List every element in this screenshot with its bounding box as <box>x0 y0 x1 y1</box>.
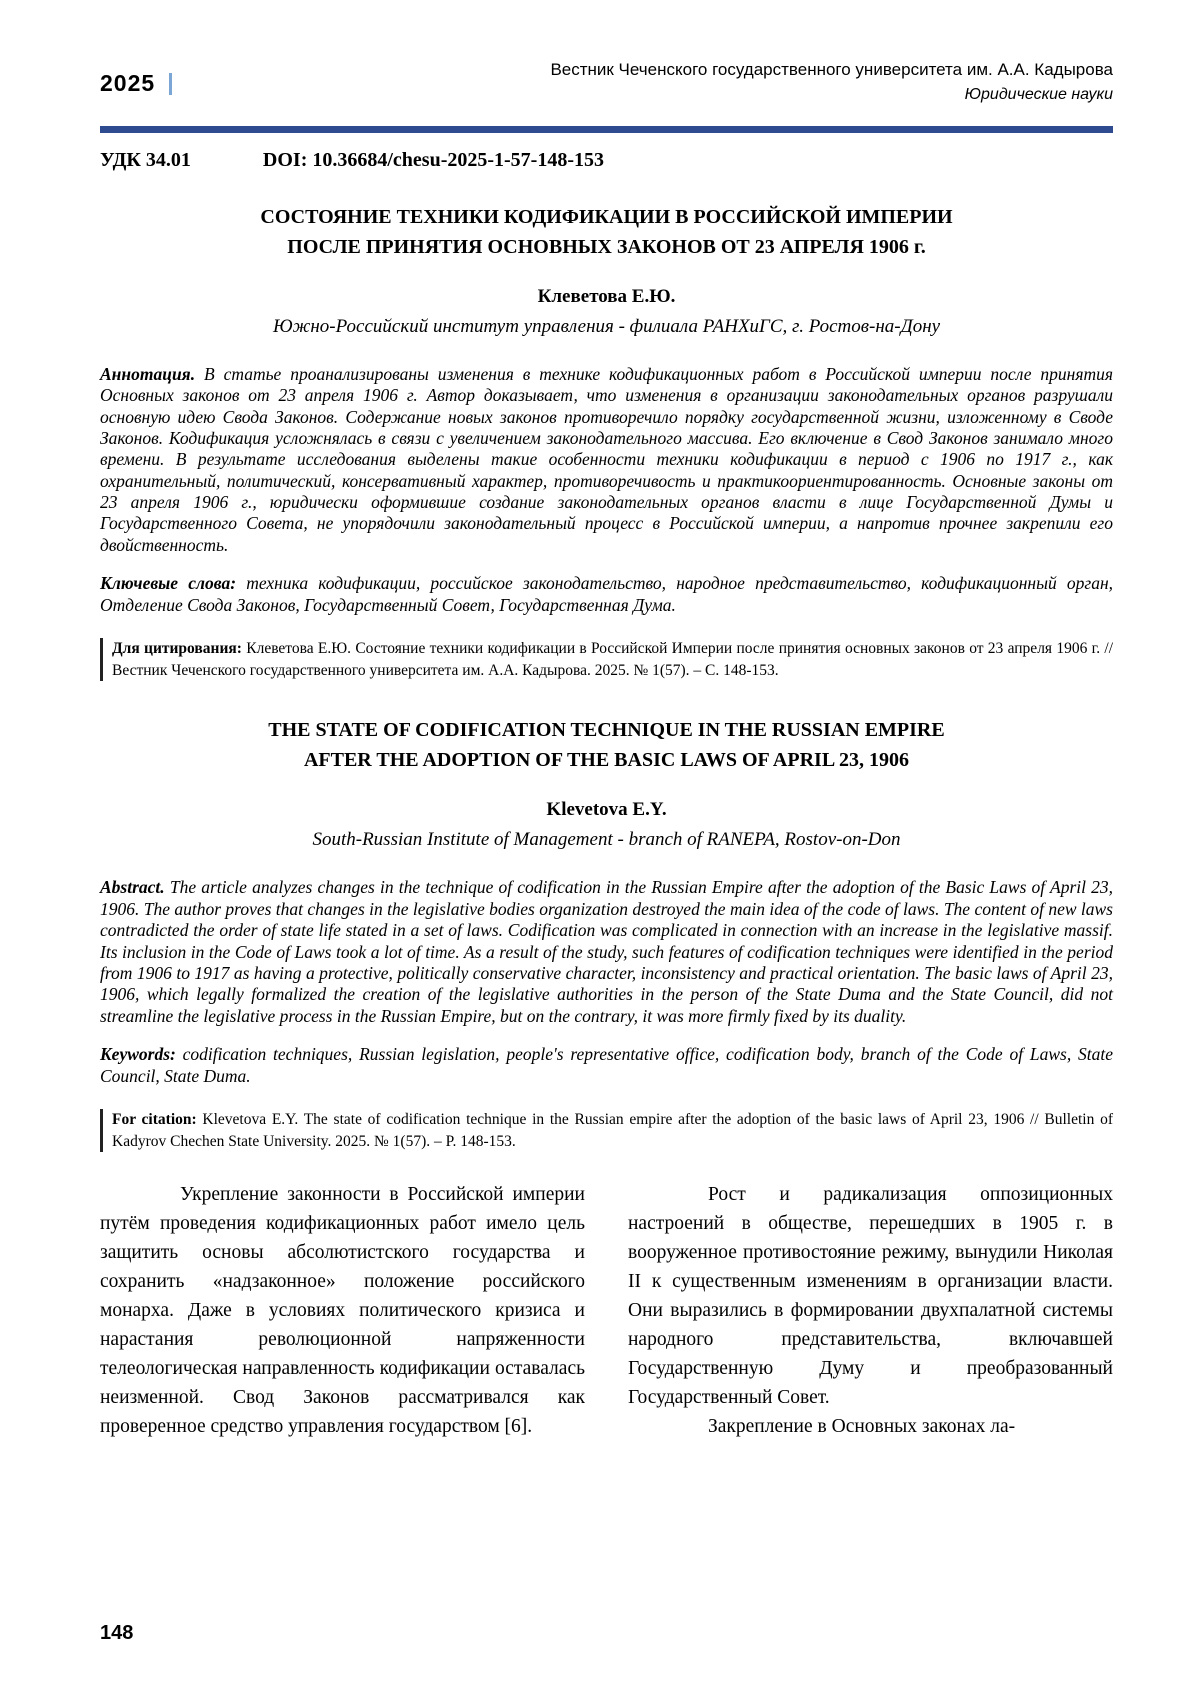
body-paragraph: Рост и радикализация оппозиционных настроений в обществе, перешедших в 1905 г. в вооруженное противостояние режиму, вынудили Николая II к существенным изменениям в организации власти. Они выразились в формировании двухпалатной системы народного представительства, включавшей Государственную Думу и преобразованный Государственный Совет. <box>628 1184 1113 1409</box>
abstract-ru-label: Аннотация. <box>100 363 196 384</box>
article-title-en-line2: AFTER THE ADOPTION OF THE BASIC LAWS OF APRIL 23, 1906 <box>303 749 910 772</box>
article-title-ru <box>100 202 1113 262</box>
keywords-ru <box>100 573 1113 616</box>
udk-code: УДК 34.01 <box>100 148 191 171</box>
article-title-ru-line2: ПОСЛЕ ПРИНЯТИЯ ОСНОВНЫХ ЗАКОНОВ ОТ 23 АПРЕЛЯ 1906 г. <box>287 235 926 258</box>
article-title-en <box>100 715 1113 775</box>
body-paragraph: Закрепление в Основных законах ла- <box>708 1416 1016 1438</box>
abstract-en <box>100 877 1113 1026</box>
abstract-en-text: The article analyzes changes in the technique of codification in the Russian Empire after the adoption of the Basic Laws of April 23, 1906. The author proves that changes in the legislative bodies organization destroyed the main idea of the code of laws. The content of new laws contradicted the order of state life stated in a set of laws. Codification was complicated in connection with an increase in the legislative massif. Its inclusion in the Code of Laws took a lot of time. As a result of the study, such features of codification techniques were identified in the period from 1906 to 1917 as having a protective, politically conservative character, inconsistency and practical orientation. The basic laws of April 23, 1906, which legally formalized the creation of the legislative authorities in the person of the State Duma and the State Council, did not streamline the legislative process in the Russian Empire, but on the contrary, it was more firmly fixed by its duality. <box>100 877 1114 1026</box>
year-divider-tick <box>169 73 172 95</box>
journal-section: Юридические науки <box>964 85 1113 103</box>
page-number: 148 <box>100 1622 134 1644</box>
article-title-en-line1: THE STATE OF CODIFICATION TECHNIQUE IN THE RUSSIAN EMPIRE <box>268 719 945 742</box>
body-columns <box>100 1180 1113 1441</box>
body-paragraph: Укрепление законности в Российской империи путём проведения кодификационных работ имело цель защитить основы абсолютистского государства и сохранить «надзаконное» положение российского монарха. Даже в условиях политического кризиса и нарастания революционной напряженности телеологическая направленность кодификации оставалась неизменной. Свод Законов рассматривался как проверенное средство управления государством [6]. <box>100 1184 585 1438</box>
body-column-left <box>100 1180 585 1441</box>
citation-ru-text: Клеветова Е.Ю. Состояние техники кодификации в Российской Империи после принятия основных законов от 23 апреля 1906 г. // Вестник Чеченского государственного университета им. А.А. Кадырова. 2025. № 1(57). – С. 148-153. <box>112 640 1114 679</box>
doi: DOI: 10.36684/chesu-2025-1-57-148-153 <box>262 148 605 171</box>
article-meta <box>100 149 1113 172</box>
keywords-ru-label: Ключевые слова: <box>100 573 237 594</box>
abstract-ru <box>100 364 1113 556</box>
citation-en <box>100 1109 1113 1152</box>
journal-title: Вестник Чеченского государственного университета им. А.А. Кадырова <box>550 60 1113 79</box>
header-rule <box>100 126 1113 133</box>
article-title-ru-line1: СОСТОЯНИЕ ТЕХНИКИ КОДИФИКАЦИИ В РОССИЙСКОЙ ИМПЕРИИ <box>260 205 953 228</box>
keywords-en <box>100 1044 1113 1087</box>
citation-en-text: Klevetova E.Y. The state of codification technique in the Russian empire after the adoption of the basic laws of April 23, 1906 // Bulletin of Kadyrov Chechen State University. 2025. № 1(57). – P. 148-153. <box>112 1111 1114 1150</box>
issue-year: 2025 <box>100 70 156 96</box>
body-column-right <box>628 1180 1113 1441</box>
journal-masthead <box>550 58 1113 106</box>
keywords-en-label: Keywords: <box>100 1044 176 1065</box>
keywords-ru-text: техника кодификации, российское законодательство, народное представительство, кодификационный орган, Отделение Свода Законов, Государственный Совет, Государственная Дума. <box>100 573 1113 615</box>
keywords-en-text: codification techniques, Russian legislation, people's representative office, codification body, branch of the Code of Laws, State Council, State Duma. <box>100 1044 1114 1086</box>
citation-ru-label: Для цитирования: <box>112 640 242 658</box>
issue-year-block <box>100 58 172 97</box>
affiliation-ru: Южно-Российский институт управления - филиала РАНХиГС, г. Ростов-на-Дону <box>272 315 941 337</box>
affiliation-en: South-Russian Institute of Management - branch of RANEPA, Rostov-on-Don <box>312 829 901 851</box>
author-ru: Клеветова Е.Ю. <box>537 285 676 307</box>
abstract-en-label: Abstract. <box>100 877 165 898</box>
citation-ru <box>100 638 1113 681</box>
abstract-ru-text: В статье проанализированы изменения в технике кодификационных работ в Российской империи после принятия Основных законов от 23 апреля 1906 г. Автор доказывает, что изменения в организации законодательных органов разрушали основную идею Свода Законов. Содержание новых законов противоречило порядку государственной жизни, изложенному в Своде Законов. Кодификация усложнялась в связи с увеличением законодательного массива. Его включение в Свод Законов занимало много времени. В результате исследования выделены такие особенности техники кодификации в период с 1906 по 1917 г., как охранительный, политический, консервативный характер, противоречивость и практикоориентированность. Основные законы от 23 апреля 1906 г., юридически оформившие создание законодательных органов власти в лице Государственной Думы и Государственного Совета, не упорядочили законодательный процесс в Российской империи, а напротив прочнее закрепили его двойственность. <box>100 363 1114 555</box>
citation-en-label: For citation: <box>112 1111 197 1129</box>
running-head <box>100 58 1113 106</box>
author-en: Klevetova E.Y. <box>546 799 667 821</box>
